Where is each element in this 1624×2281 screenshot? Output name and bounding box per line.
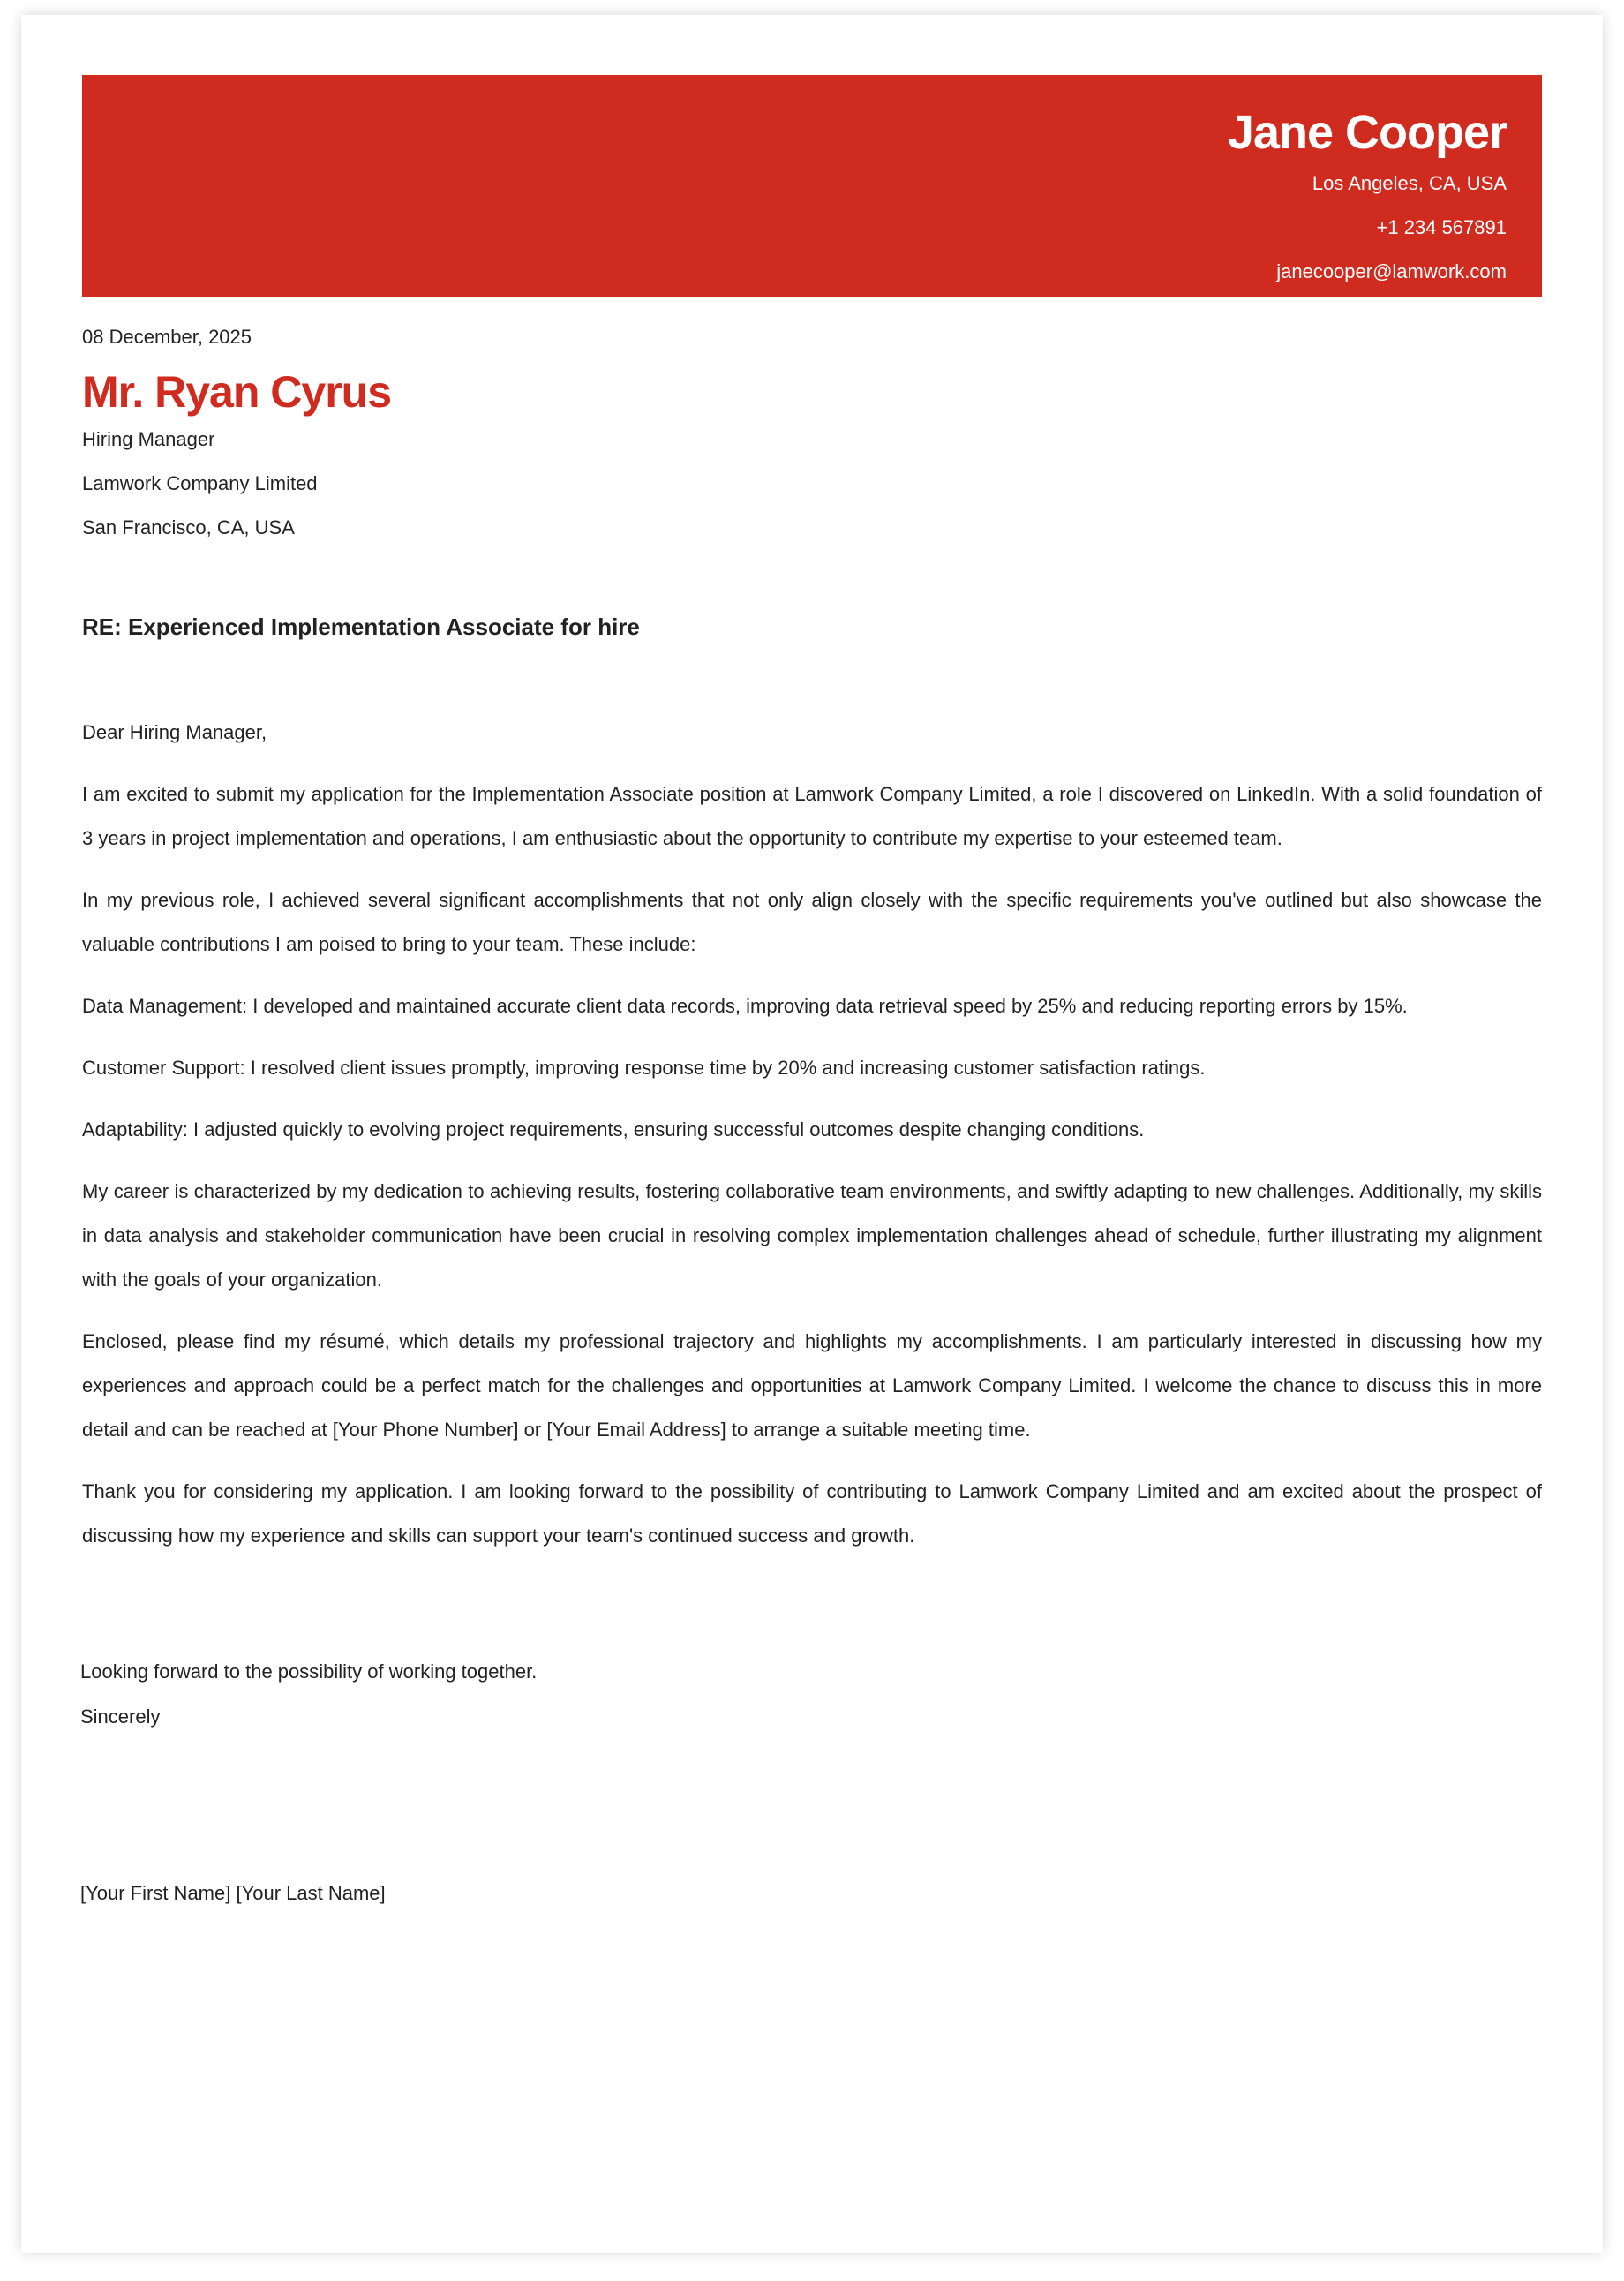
sender-name: Jane Cooper: [1227, 106, 1507, 159]
sender-email: janecooper@lamwork.com: [1276, 260, 1507, 282]
letter-date: 08 December, 2025: [82, 326, 252, 348]
recipient-name: Mr. Ryan Cyrus: [82, 367, 392, 417]
signature-name: [Your First Name] [Your Last Name]: [80, 1882, 386, 1904]
recipient-company: Lamwork Company Limited: [82, 472, 318, 494]
sender-location: Los Angeles, CA, USA: [1312, 172, 1507, 194]
letter-body: [82, 711, 1542, 1576]
body-paragraph: Enclosed, please find my résumé, which details my professional trajectory and highlights my accomplishments. I am particularly interested in discussing how my experiences and approach could be a perfect match for the challenges and opportunities at Lamwork Company Limited. I welcome the chance to discuss this in more detail and can be reached at [Your Phone Number] or [Your Email Address] to arrange a suitable meeting time.: [82, 1330, 1542, 1441]
sender-header: [82, 75, 1542, 297]
body-paragraph: My career is characterized by my dedication to achieving results, fostering collaborative team environments, and swiftly adapting to new challenges. Additionally, my skills in data analysis and stakeholder communication have been crucial in resolving complex implementation challenges ahead of schedule, further illustrating my alignment with the goals of your organization.: [82, 1180, 1542, 1291]
body-paragraph: I am excited to submit my application for the Implementation Associate position at Lamwork Company Limited, a role I discovered on LinkedIn. With a solid foundation of 3 years in project implementation and operations, I am enthusiastic about the opportunity to contribute my expertise to your esteemed team.: [82, 783, 1542, 849]
letter-page: [21, 15, 1603, 2253]
body-paragraph: Thank you for considering my application. I am looking forward to the possibility of contributing to Lamwork Company Limited and am excited about the prospect of discussing how my experience and skills can support your team's continued success and growth.: [82, 1480, 1542, 1547]
letter-subject: RE: Experienced Implementation Associate for hire: [82, 614, 640, 640]
accomplishment-item: Customer Support: I resolved client issues promptly, improving response time by 20% and increasing customer satisfaction ratings.: [82, 1057, 1206, 1079]
recipient-title: Hiring Manager: [82, 428, 215, 450]
accomplishment-item: Adaptability: I adjusted quickly to evolving project requirements, ensuring successful outcomes despite changing conditions.: [82, 1118, 1145, 1140]
body-paragraph: In my previous role, I achieved several significant accomplishments that not only align closely with the specific requirements you've outlined but also showcase the valuable contributions I am poised to bring to your team. These include:: [82, 889, 1542, 955]
closing-line: Looking forward to the possibility of working together.: [80, 1660, 538, 1683]
accomplishment-item: Data Management: I developed and maintained accurate client data records, improving data retrieval speed by 25% and reducing reporting errors by 15%.: [82, 995, 1408, 1017]
closing-signoff: Sincerely: [80, 1705, 161, 1728]
recipient-location: San Francisco, CA, USA: [82, 516, 295, 538]
sender-phone: +1 234 567891: [1376, 216, 1507, 238]
salutation: Dear Hiring Manager,: [82, 721, 267, 743]
